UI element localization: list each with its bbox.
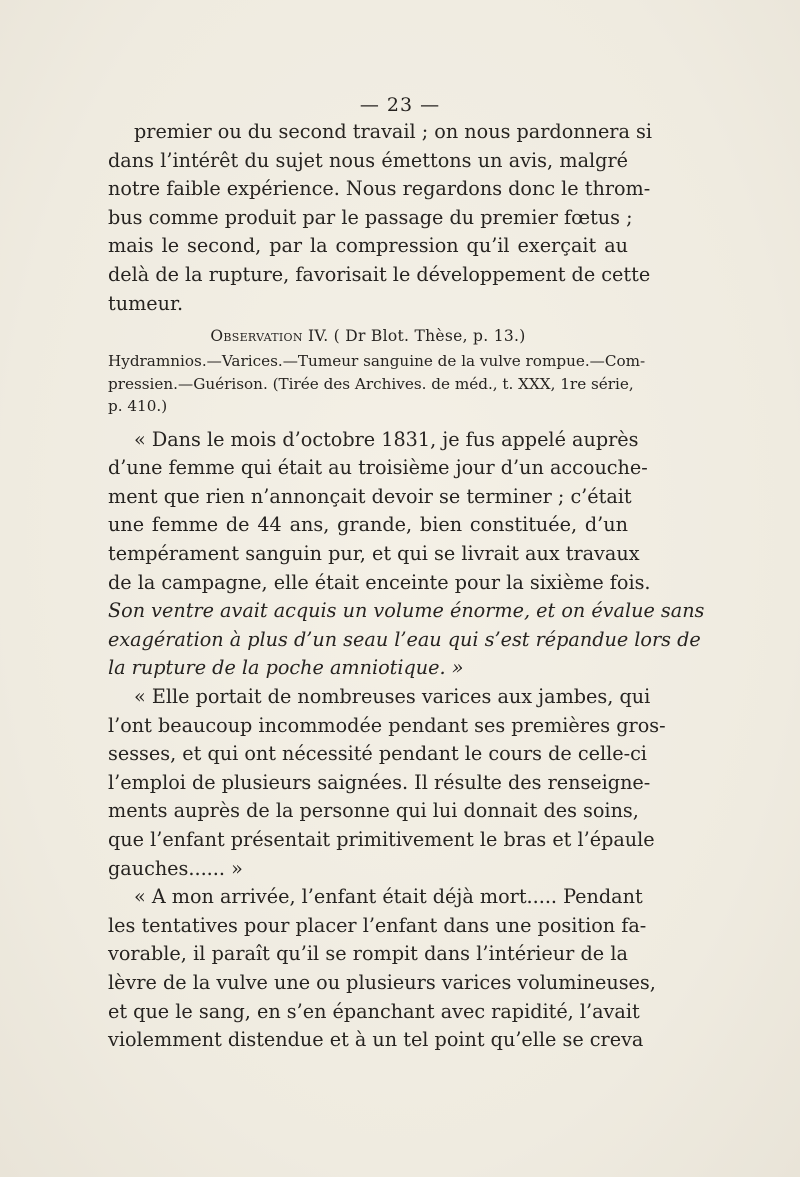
text-line: mais le second, par la compression qu’il exerçait au xyxy=(108,234,628,258)
paragraph-2 xyxy=(108,426,705,683)
text-line: les tentatives pour placer l’enfant dans une position fa- xyxy=(108,913,647,937)
paragraph-1 xyxy=(108,118,653,318)
text-line: lèvre de la vulve une ou plusieurs varices volumineuses, xyxy=(108,970,656,994)
text-line: sesses, et qui ont nécessité pendant le cours de celle-ci xyxy=(108,742,647,766)
text-line: une femme de 44 ans, grande, bien constituée, d’un xyxy=(108,513,628,537)
text-line: bus comme produit par le passage du premier fœtus ; xyxy=(108,205,633,229)
text-line: notre faible expérience. Nous regardons donc le throm- xyxy=(108,177,651,201)
text-line: l’emploi de plusieurs saignées. Il résulte des renseigne- xyxy=(108,770,651,794)
summary-line: p. 410.) xyxy=(108,397,168,416)
text-line: de la campagne, elle était enceinte pour la sixième fois. xyxy=(108,570,651,594)
text-line: « A mon arrivée, l’enfant était déjà mort..... Pendant xyxy=(134,885,643,909)
text-line: premier ou du second travail ; on nous pardonnera si xyxy=(134,120,653,143)
text-line: tempérament sanguin pur, et qui se livrait aux travaux xyxy=(108,542,640,566)
text-line: ments auprès de la personne qui lui donnait des soins, xyxy=(108,799,639,823)
text-line: gauches...... » xyxy=(108,856,243,880)
text-line: et que le sang, en s’en épanchant avec rapidité, l’avait xyxy=(108,999,640,1023)
summary-line: pressien.—Guérison. (Tirée des Archives. de méd., t. XXX, 1re série, xyxy=(108,374,634,393)
text-line: vorable, il paraît qu’il se rompit dans l’intérieur de la xyxy=(108,942,628,966)
observation-source: IV. ( Dr Blot. Thèse, p. 13.) xyxy=(302,327,526,346)
text-line: dans l’intérêt du sujet nous émettons un avis, malgré xyxy=(108,148,628,172)
italic-line: Son ventre avait acquis un volume énorme, et on évalue sans xyxy=(108,599,705,623)
observation-title xyxy=(108,318,628,350)
text-line: ment que rien n’annonçait devoir se terminer ; c’était xyxy=(108,484,632,508)
observation-summary xyxy=(108,350,646,418)
text-line: « Dans le mois d’octobre 1831, je fus appelé auprès xyxy=(134,427,639,451)
paragraph-3 xyxy=(108,683,666,883)
text-line: tumeur. xyxy=(108,291,184,315)
text-line: que l’enfant présentait primitivement le bras et l’épaule xyxy=(108,827,655,851)
text-line: violemment distendue et à un tel point qu’elle se creva xyxy=(108,1028,644,1052)
italic-line: la rupture de la poche amniotique. » xyxy=(108,656,464,680)
observation-label: Observation xyxy=(210,327,303,346)
text-line: d’une femme qui était au troisième jour d’un accouche- xyxy=(108,456,648,480)
summary-line: Hydramnios.—Varices.—Tumeur sanguine de la vulve rompue.—Com- xyxy=(108,352,646,371)
text-line: l’ont beaucoup incommodée pendant ses premières gros- xyxy=(108,713,666,737)
text-line: delà de la rupture, favorisait le développement de cette xyxy=(108,262,651,286)
text-line: « Elle portait de nombreuses varices aux jambes, qui xyxy=(134,685,651,708)
page-text xyxy=(108,118,705,1055)
italic-line: exagération à plus d’un seau l’eau qui s’est répandue lors de xyxy=(108,627,701,651)
page-number: — 23 — xyxy=(359,94,441,116)
paragraph-4 xyxy=(108,883,656,1055)
